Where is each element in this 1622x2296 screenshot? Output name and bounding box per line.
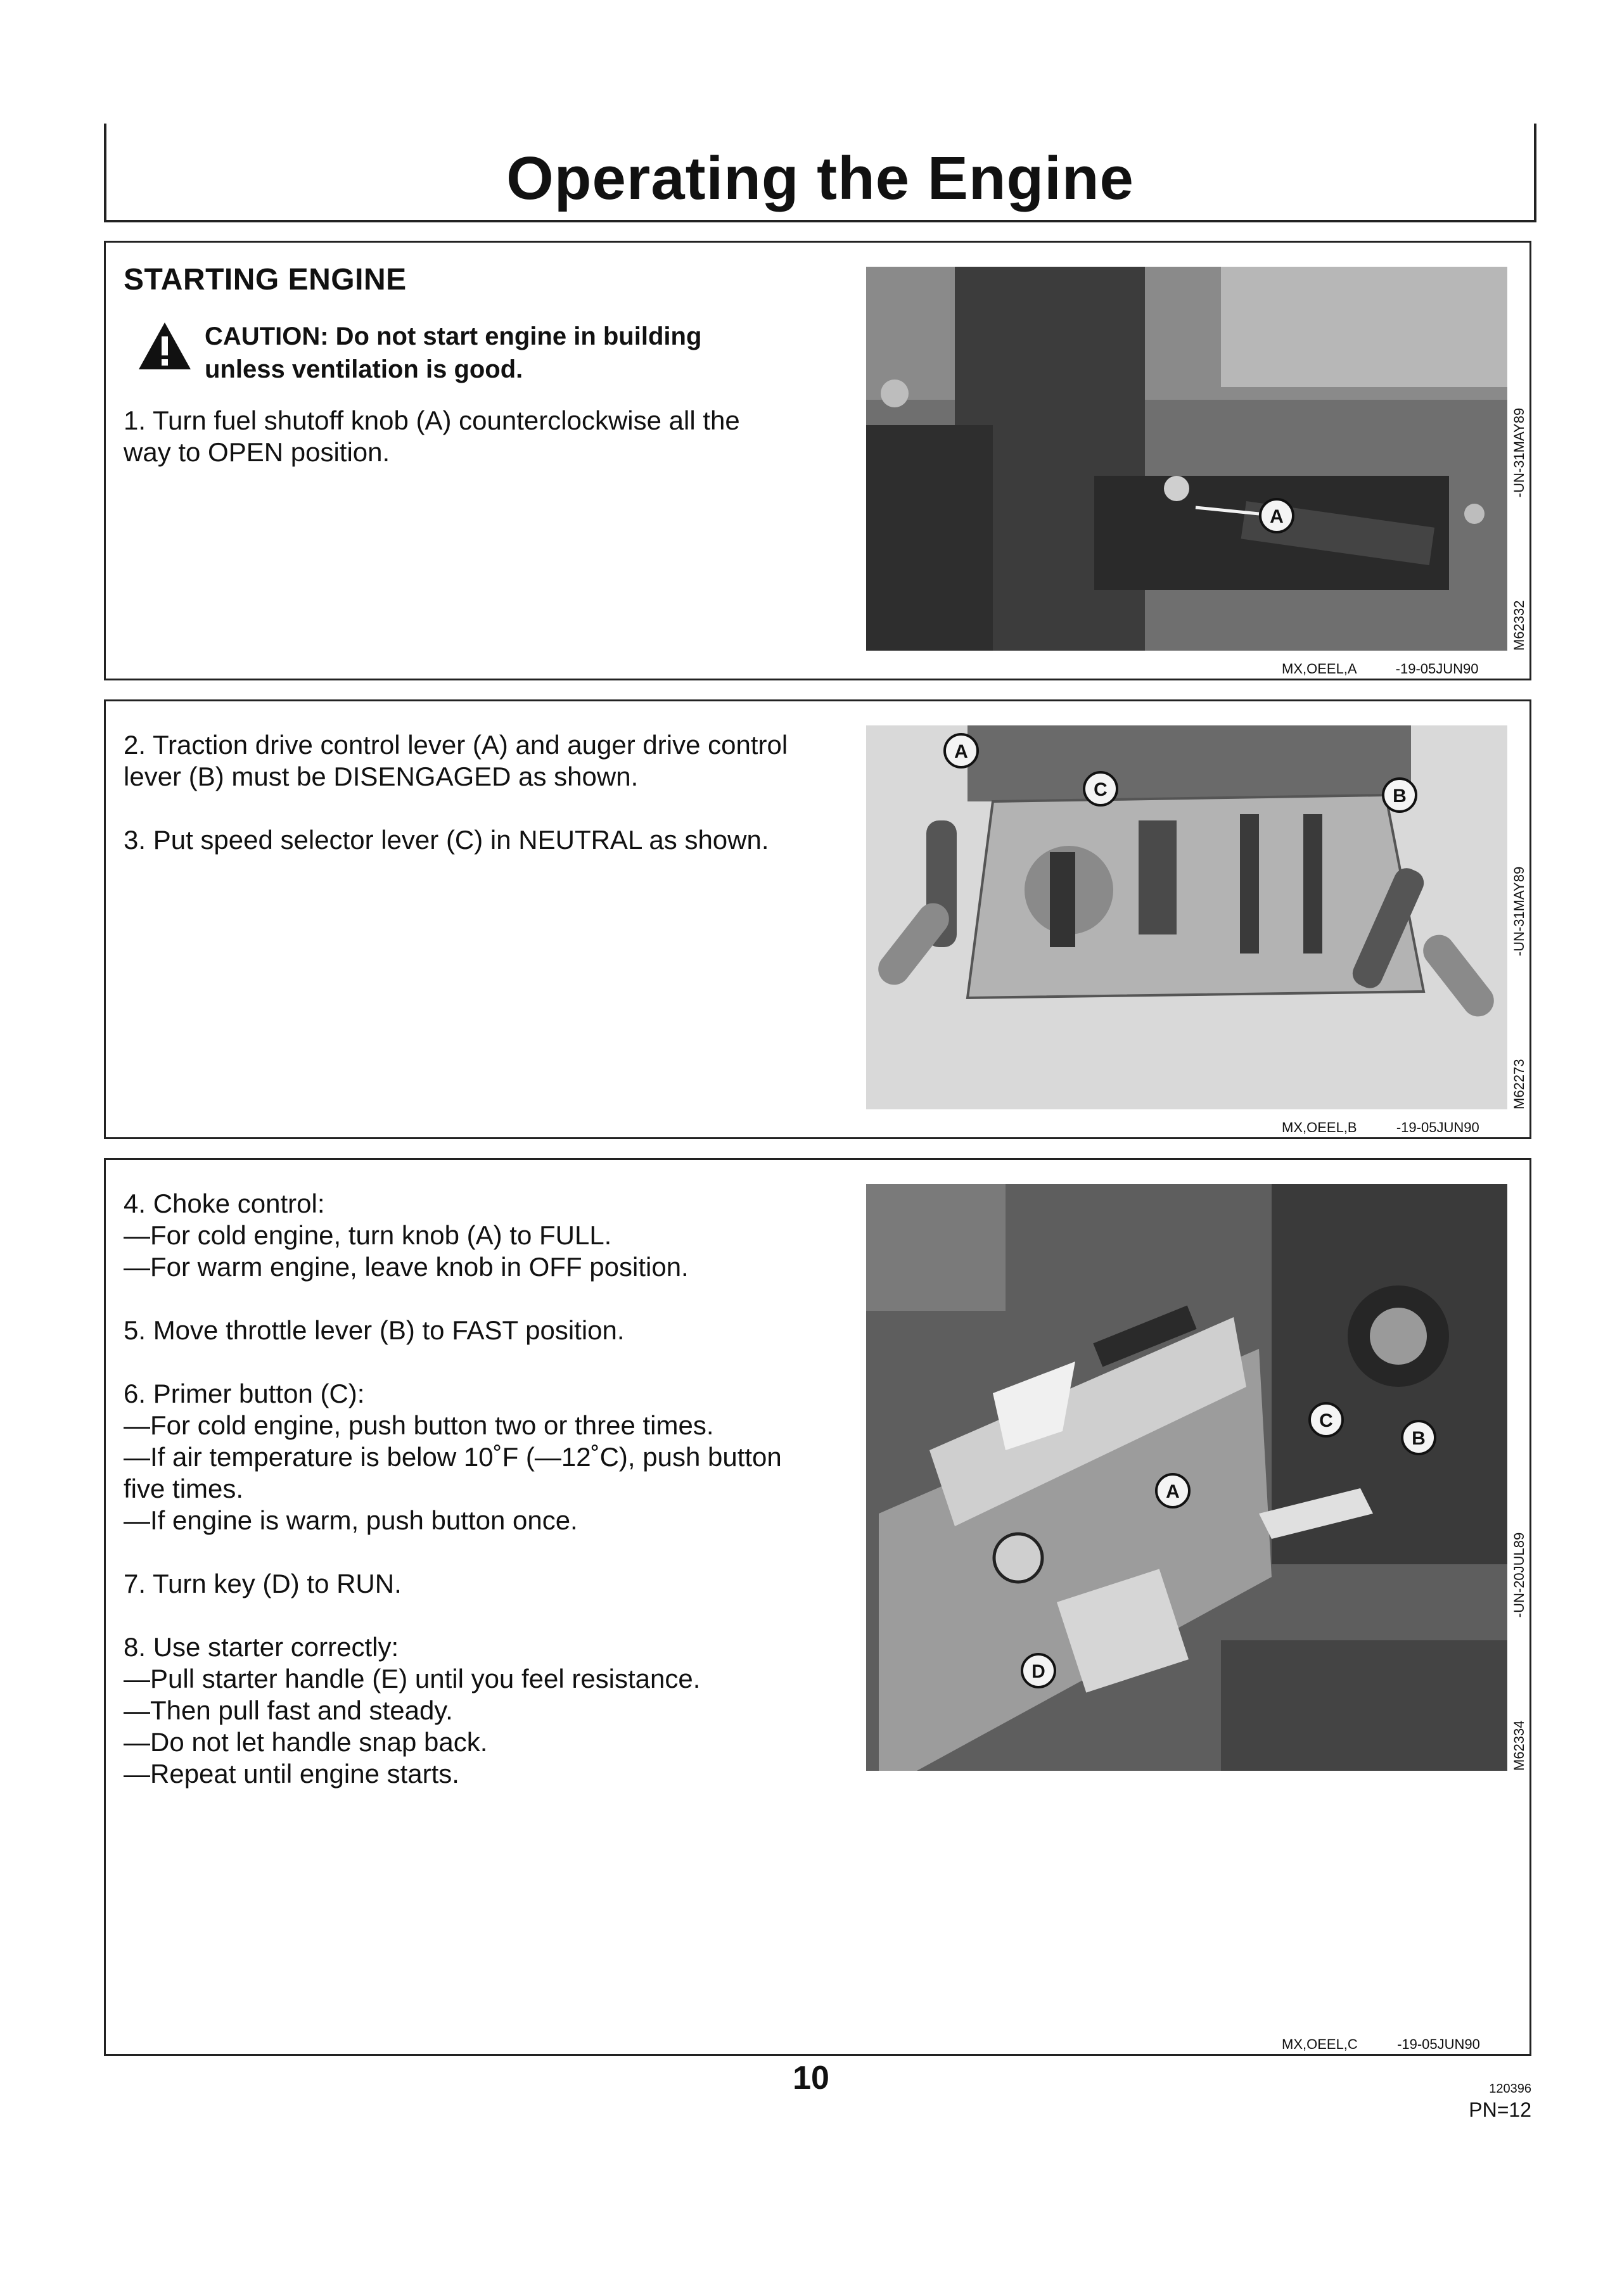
photo-control-levers [866, 725, 1507, 1109]
title-box [104, 124, 1536, 222]
text-line: five times. [124, 1474, 244, 1503]
photo-date: -UN-31MAY89 [1511, 866, 1527, 957]
reference-code [1282, 661, 1478, 677]
section-1-text [124, 264, 909, 468]
ref-code: MX,OEEL,A [1282, 661, 1357, 677]
callout-label-c: C [1094, 779, 1108, 800]
photo-id-label [1511, 1533, 1528, 1771]
step-3: 3. Put speed selector lever (C) in NEUTRAL as shown. [124, 825, 769, 855]
text-line: —For cold engine, turn knob (A) to FULL. [124, 1220, 612, 1250]
ref-date: -19-05JUN90 [1395, 661, 1479, 677]
caution-line-1: CAUTION: Do not start engine in building [205, 322, 702, 350]
ref-date: -19-05JUN90 [1397, 2036, 1480, 2052]
caution-block [124, 320, 909, 386]
text-line: 6. Primer button (C): [124, 1379, 365, 1408]
ref-date: -19-05JUN90 [1396, 1119, 1479, 1135]
text-line: —For warm engine, leave knob in OFF position. [124, 1252, 689, 1282]
callout-label-a: A [954, 741, 968, 762]
section-engine-controls [104, 1158, 1531, 2056]
photo-id: M62334 [1511, 1720, 1527, 1771]
step-2-line-2: lever (B) must be DISENGAGED as shown. [124, 762, 639, 791]
text-line: —Do not let handle snap back. [124, 1727, 488, 1757]
text-line: —If air temperature is below 10˚F (—12˚C), push button [124, 1442, 782, 1472]
text-line: 4. Choke control: [124, 1189, 325, 1218]
text-line: —Then pull fast and steady. [124, 1695, 453, 1725]
warning-triangle-icon [137, 321, 192, 371]
document-code: 120396 [1489, 2082, 1531, 2096]
page-title: Operating the Engine [506, 144, 1134, 212]
photo-date: -UN-20JUL89 [1511, 1532, 1527, 1618]
photo-id: M62332 [1511, 600, 1527, 651]
callout-label-a: A [1166, 1481, 1180, 1502]
callout-label-b: B [1412, 1428, 1426, 1449]
reference-code [1282, 2036, 1480, 2053]
photo-date: -UN-31MAY89 [1511, 407, 1527, 498]
step-1-line-1: 1. Turn fuel shutoff knob (A) counterclockwise all the [124, 405, 740, 435]
photo-fuel-shutoff [866, 267, 1507, 651]
photo-choke-throttle-primer-key [866, 1184, 1507, 1771]
section-2-text [124, 729, 909, 856]
text-line: —If engine is warm, push button once. [124, 1505, 578, 1535]
ref-code: MX,OEEL,B [1282, 1119, 1357, 1135]
callout-label-b: B [1393, 786, 1407, 807]
caution-line-2: unless ventilation is good. [205, 355, 523, 383]
section-3-text [124, 1188, 909, 1790]
text-line: —Pull starter handle (E) until you feel resistance. [124, 1664, 701, 1693]
text-line: —Repeat until engine starts. [124, 1759, 459, 1789]
photo-id: M62273 [1511, 1059, 1527, 1109]
text-line: —For cold engine, push button two or three times. [124, 1410, 714, 1440]
section-heading: STARTING ENGINE [124, 263, 407, 297]
pn-label: PN=12 [1469, 2098, 1531, 2121]
callout-label-a: A [1270, 506, 1284, 527]
text-line: 7. Turn key (D) to RUN. [124, 1569, 402, 1598]
step-2-line-1: 2. Traction drive control lever (A) and auger drive control [124, 730, 788, 760]
text-line: 5. Move throttle lever (B) to FAST position. [124, 1315, 625, 1345]
section-lever-positions [104, 699, 1531, 1139]
ref-code: MX,OEEL,C [1282, 2036, 1358, 2052]
step-1-line-2: way to OPEN position. [124, 437, 390, 467]
reference-code [1282, 1119, 1479, 1136]
photo-id-label [1511, 867, 1528, 1109]
page-number: 10 [793, 2060, 829, 2096]
section-starting-engine [104, 241, 1531, 680]
callout-label-d: D [1031, 1661, 1045, 1682]
callout-label-c: C [1319, 1410, 1333, 1431]
text-line: 8. Use starter correctly: [124, 1632, 399, 1662]
photo-id-label [1511, 408, 1528, 651]
